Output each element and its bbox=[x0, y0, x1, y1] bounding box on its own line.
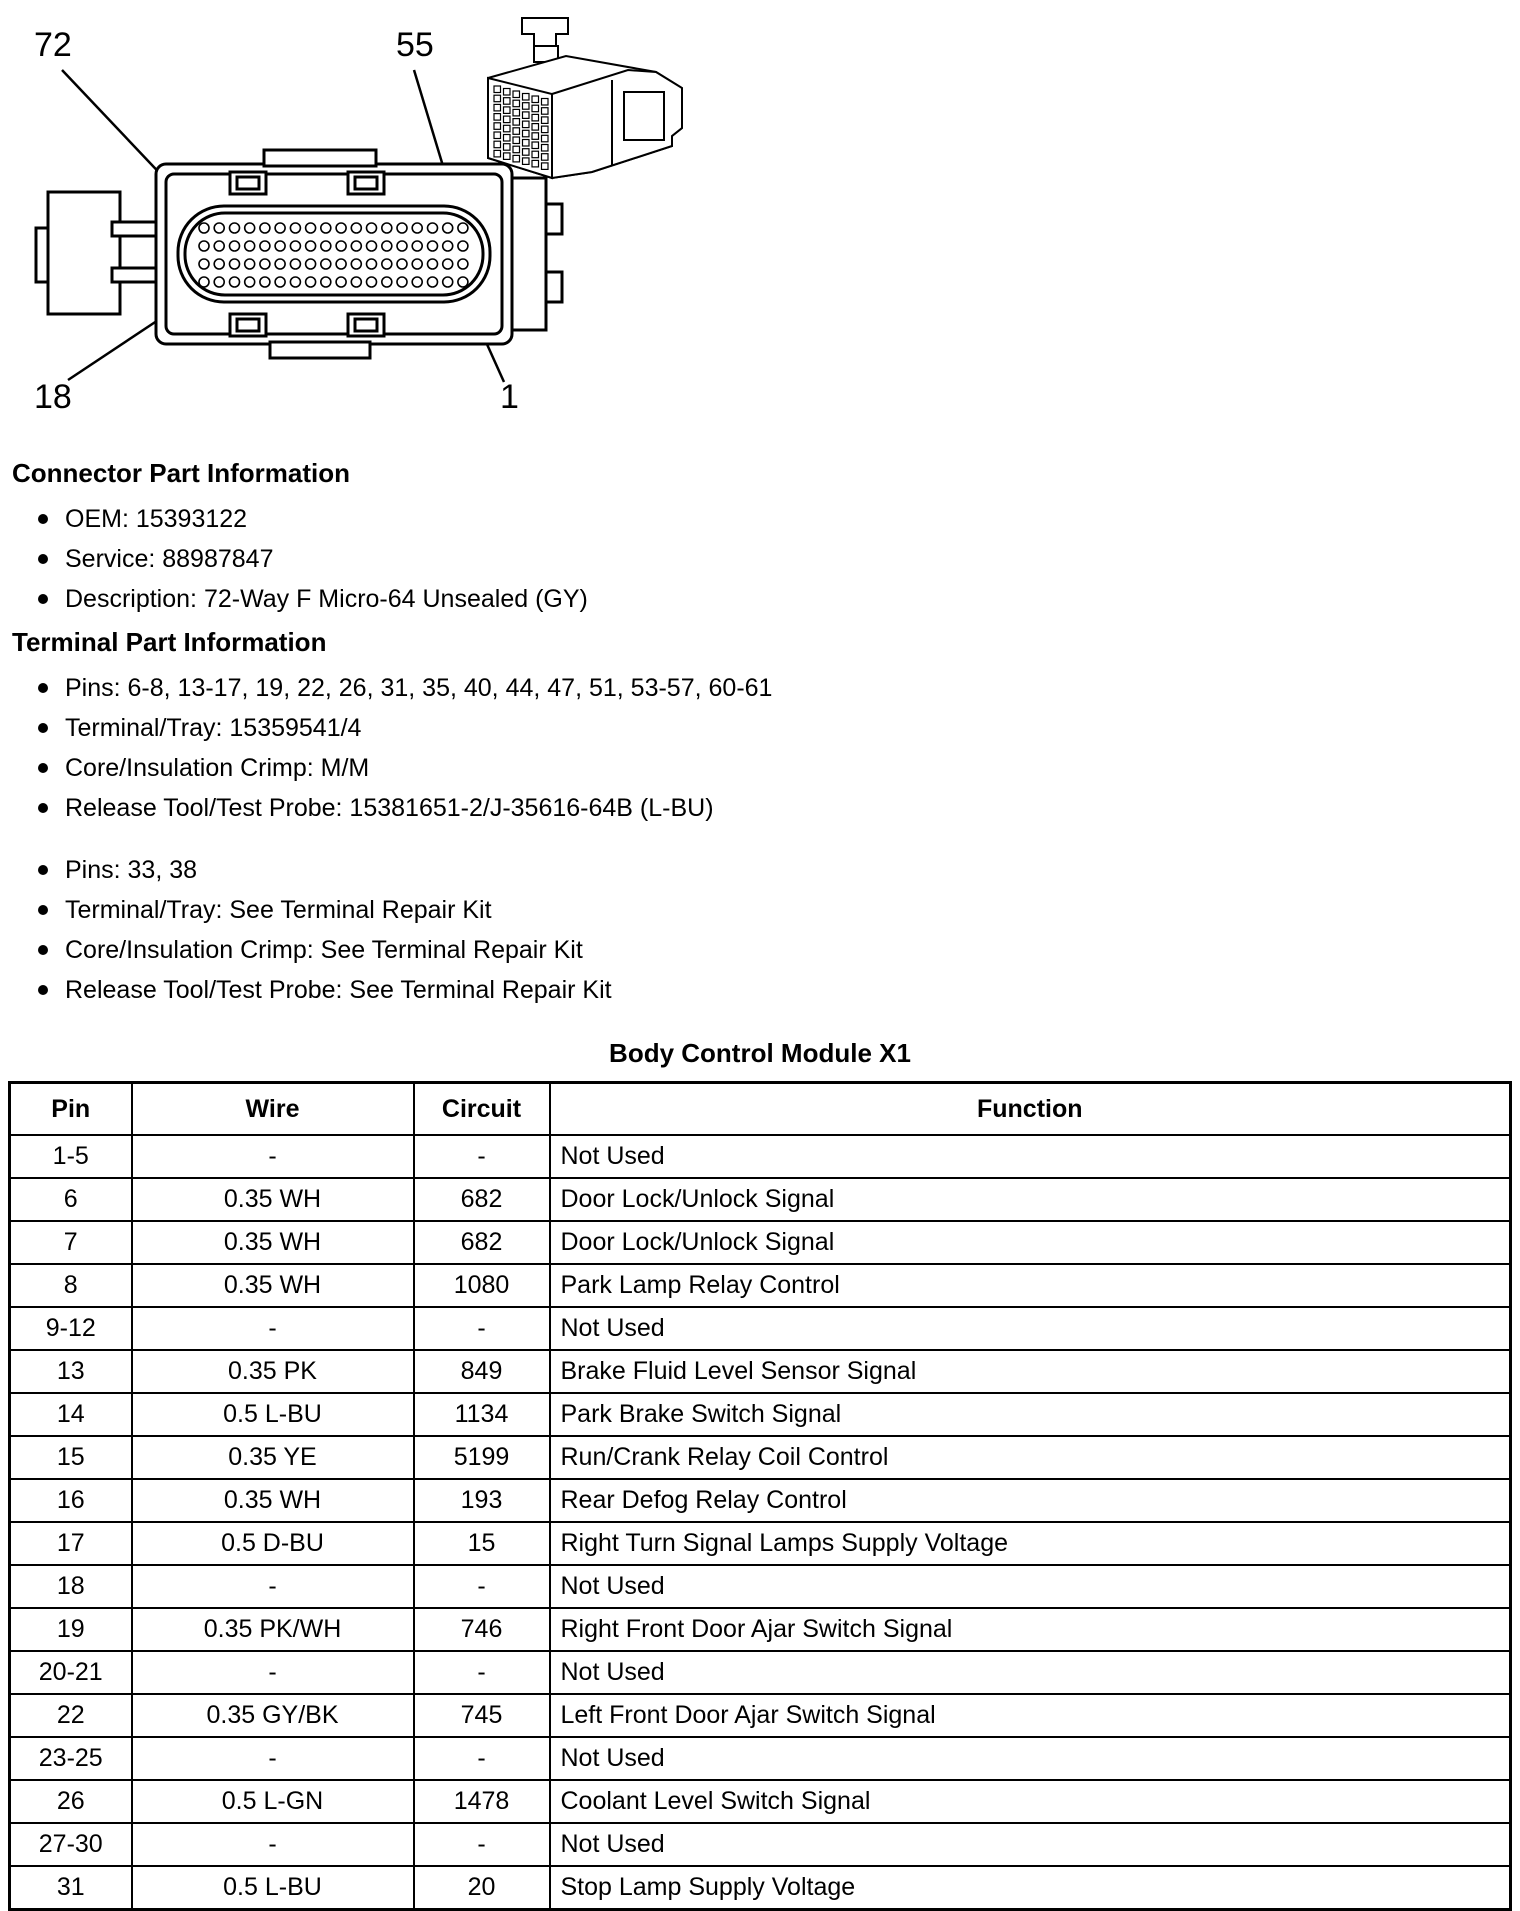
bullet-text: OEM: 15393122 bbox=[65, 505, 248, 533]
function-cell: Not Used bbox=[550, 1737, 1511, 1780]
function-cell: Run/Crank Relay Coil Control bbox=[550, 1436, 1511, 1479]
bullet-item bbox=[38, 539, 1520, 579]
wire-cell: 0.5 D-BU bbox=[132, 1522, 414, 1565]
bullet-text: Core/Insulation Crimp: See Terminal Repair Kit bbox=[65, 936, 583, 964]
table-title: Body Control Module X1 bbox=[609, 1038, 911, 1068]
table-row bbox=[10, 1479, 1511, 1522]
col-header-circuit: Circuit bbox=[414, 1083, 550, 1136]
bullet-item bbox=[38, 890, 1520, 930]
wire-cell: 0.5 L-BU bbox=[132, 1393, 414, 1436]
bullet-text: Pins: 6-8, 13-17, 19, 22, 26, 31, 35, 40, 44, 47, 51, 53-57, 60-61 bbox=[65, 674, 773, 702]
table-row bbox=[10, 1221, 1511, 1264]
circuit-cell: - bbox=[414, 1737, 550, 1780]
bullet-text: Pins: 33, 38 bbox=[65, 856, 198, 884]
bullet-icon bbox=[38, 554, 48, 564]
table-row bbox=[10, 1350, 1511, 1393]
table-row bbox=[10, 1823, 1511, 1866]
table-row bbox=[10, 1651, 1511, 1694]
wire-cell: - bbox=[132, 1135, 414, 1178]
bullet-item bbox=[38, 850, 1520, 890]
connector-part-info-heading: Connector Part Information bbox=[12, 458, 351, 488]
bullet-icon bbox=[38, 763, 48, 773]
pin-cell: 22 bbox=[10, 1694, 132, 1737]
bullet-text: Release Tool/Test Probe: 15381651-2/J-35616-64B (L-BU) bbox=[65, 794, 714, 822]
wire-cell: - bbox=[132, 1651, 414, 1694]
table-row bbox=[10, 1608, 1511, 1651]
circuit-cell: - bbox=[414, 1565, 550, 1608]
circuit-cell: 193 bbox=[414, 1479, 550, 1522]
col-header-wire: Wire bbox=[132, 1083, 414, 1136]
function-cell: Not Used bbox=[550, 1565, 1511, 1608]
wire-cell: 0.35 WH bbox=[132, 1264, 414, 1307]
bullet-item bbox=[38, 930, 1520, 970]
wire-cell: 0.35 WH bbox=[132, 1178, 414, 1221]
bullet-icon bbox=[38, 723, 48, 733]
pin-cell: 8 bbox=[10, 1264, 132, 1307]
function-cell: Park Brake Switch Signal bbox=[550, 1393, 1511, 1436]
terminal-part-info-heading: Terminal Part Information bbox=[12, 627, 327, 657]
bullet-text: Release Tool/Test Probe: See Terminal Repair Kit bbox=[65, 976, 612, 1004]
pinout-table bbox=[8, 1081, 1512, 1911]
connector-face-view bbox=[36, 150, 562, 358]
table-row bbox=[10, 1264, 1511, 1307]
table-row bbox=[10, 1393, 1511, 1436]
table-row bbox=[10, 1694, 1511, 1737]
wire-cell: 0.5 L-BU bbox=[132, 1866, 414, 1910]
pin-1-label: 1 bbox=[500, 378, 519, 416]
circuit-cell: 1080 bbox=[414, 1264, 550, 1307]
table-row bbox=[10, 1737, 1511, 1780]
pin-cell: 7 bbox=[10, 1221, 132, 1264]
table-row bbox=[10, 1780, 1511, 1823]
connector-part-info-list bbox=[38, 499, 1520, 619]
function-cell: Door Lock/Unlock Signal bbox=[550, 1178, 1511, 1221]
wire-cell: - bbox=[132, 1737, 414, 1780]
col-header-function: Function bbox=[550, 1083, 1511, 1136]
pin-18-label: 18 bbox=[34, 378, 72, 416]
terminal-part-info-list-2 bbox=[38, 850, 1520, 1010]
bullet-icon bbox=[38, 683, 48, 693]
wire-cell: 0.35 PK bbox=[132, 1350, 414, 1393]
table-row bbox=[10, 1178, 1511, 1221]
wire-cell: - bbox=[132, 1823, 414, 1866]
pin-cell: 20-21 bbox=[10, 1651, 132, 1694]
circuit-cell: - bbox=[414, 1307, 550, 1350]
pin-cell: 13 bbox=[10, 1350, 132, 1393]
function-cell: Not Used bbox=[550, 1135, 1511, 1178]
function-cell: Rear Defog Relay Control bbox=[550, 1479, 1511, 1522]
function-cell: Not Used bbox=[550, 1651, 1511, 1694]
bullet-icon bbox=[38, 803, 48, 813]
function-cell: Left Front Door Ajar Switch Signal bbox=[550, 1694, 1511, 1737]
bullet-item bbox=[38, 748, 1520, 788]
table-row bbox=[10, 1307, 1511, 1350]
bullet-icon bbox=[38, 514, 48, 524]
function-cell: Park Lamp Relay Control bbox=[550, 1264, 1511, 1307]
wire-cell: 0.35 GY/BK bbox=[132, 1694, 414, 1737]
bullet-text: Core/Insulation Crimp: M/M bbox=[65, 754, 370, 782]
wire-cell: 0.35 PK/WH bbox=[132, 1608, 414, 1651]
table-row bbox=[10, 1866, 1511, 1910]
function-cell: Coolant Level Switch Signal bbox=[550, 1780, 1511, 1823]
table-row bbox=[10, 1436, 1511, 1479]
wire-cell: - bbox=[132, 1307, 414, 1350]
pin-cell: 16 bbox=[10, 1479, 132, 1522]
bullet-icon bbox=[38, 985, 48, 995]
bullet-icon bbox=[38, 945, 48, 955]
bullet-icon bbox=[38, 905, 48, 915]
wire-cell: 0.5 L-GN bbox=[132, 1780, 414, 1823]
pin-cell: 23-25 bbox=[10, 1737, 132, 1780]
bullet-text: Description: 72-Way F Micro-64 Unsealed (GY) bbox=[65, 585, 588, 613]
bullet-item bbox=[38, 499, 1520, 539]
pin-cell: 17 bbox=[10, 1522, 132, 1565]
list-group-gap bbox=[0, 828, 1520, 850]
circuit-cell: 682 bbox=[414, 1221, 550, 1264]
bullet-text: Terminal/Tray: 15359541/4 bbox=[65, 714, 362, 742]
circuit-cell: 1478 bbox=[414, 1780, 550, 1823]
connector-drawing bbox=[8, 6, 728, 444]
wire-cell: 0.35 WH bbox=[132, 1479, 414, 1522]
bullet-item bbox=[38, 788, 1520, 828]
circuit-cell: 682 bbox=[414, 1178, 550, 1221]
pin-cell: 9-12 bbox=[10, 1307, 132, 1350]
circuit-cell: 1134 bbox=[414, 1393, 550, 1436]
bullet-text: Service: 88987847 bbox=[65, 545, 274, 573]
circuit-cell: - bbox=[414, 1651, 550, 1694]
function-cell: Stop Lamp Supply Voltage bbox=[550, 1866, 1511, 1910]
circuit-cell: - bbox=[414, 1823, 550, 1866]
pin-72-label: 72 bbox=[34, 26, 72, 64]
function-cell: Not Used bbox=[550, 1823, 1511, 1866]
connector-diagram bbox=[0, 0, 1520, 450]
wire-cell: 0.35 WH bbox=[132, 1221, 414, 1264]
pin-cell: 6 bbox=[10, 1178, 132, 1221]
function-cell: Door Lock/Unlock Signal bbox=[550, 1221, 1511, 1264]
table-header-row bbox=[10, 1083, 1511, 1136]
bullet-item bbox=[38, 708, 1520, 748]
circuit-cell: - bbox=[414, 1135, 550, 1178]
col-header-pin: Pin bbox=[10, 1083, 132, 1136]
table-row bbox=[10, 1522, 1511, 1565]
bullet-item bbox=[38, 668, 1520, 708]
bullet-item bbox=[38, 970, 1520, 1010]
pin-cell: 15 bbox=[10, 1436, 132, 1479]
table-row bbox=[10, 1135, 1511, 1178]
table-body bbox=[10, 1135, 1511, 1910]
function-cell: Brake Fluid Level Sensor Signal bbox=[550, 1350, 1511, 1393]
pin-cell: 14 bbox=[10, 1393, 132, 1436]
circuit-cell: 746 bbox=[414, 1608, 550, 1651]
pin-cell: 31 bbox=[10, 1866, 132, 1910]
pin-cell: 19 bbox=[10, 1608, 132, 1651]
pin-cell: 26 bbox=[10, 1780, 132, 1823]
pin-55-label: 55 bbox=[396, 26, 434, 64]
wire-cell: 0.35 YE bbox=[132, 1436, 414, 1479]
pin-cell: 18 bbox=[10, 1565, 132, 1608]
circuit-cell: 745 bbox=[414, 1694, 550, 1737]
circuit-cell: 5199 bbox=[414, 1436, 550, 1479]
function-cell: Not Used bbox=[550, 1307, 1511, 1350]
pin-cell: 27-30 bbox=[10, 1823, 132, 1866]
table-row bbox=[10, 1565, 1511, 1608]
terminal-part-info-list-1 bbox=[38, 668, 1520, 828]
circuit-cell: 849 bbox=[414, 1350, 550, 1393]
circuit-cell: 15 bbox=[414, 1522, 550, 1565]
bullet-text: Terminal/Tray: See Terminal Repair Kit bbox=[65, 896, 492, 924]
function-cell: Right Turn Signal Lamps Supply Voltage bbox=[550, 1522, 1511, 1565]
circuit-cell: 20 bbox=[414, 1866, 550, 1910]
pin-cell: 1-5 bbox=[10, 1135, 132, 1178]
bullet-icon bbox=[38, 594, 48, 604]
wire-cell: - bbox=[132, 1565, 414, 1608]
bullet-icon bbox=[38, 865, 48, 875]
function-cell: Right Front Door Ajar Switch Signal bbox=[550, 1608, 1511, 1651]
bullet-item bbox=[38, 579, 1520, 619]
